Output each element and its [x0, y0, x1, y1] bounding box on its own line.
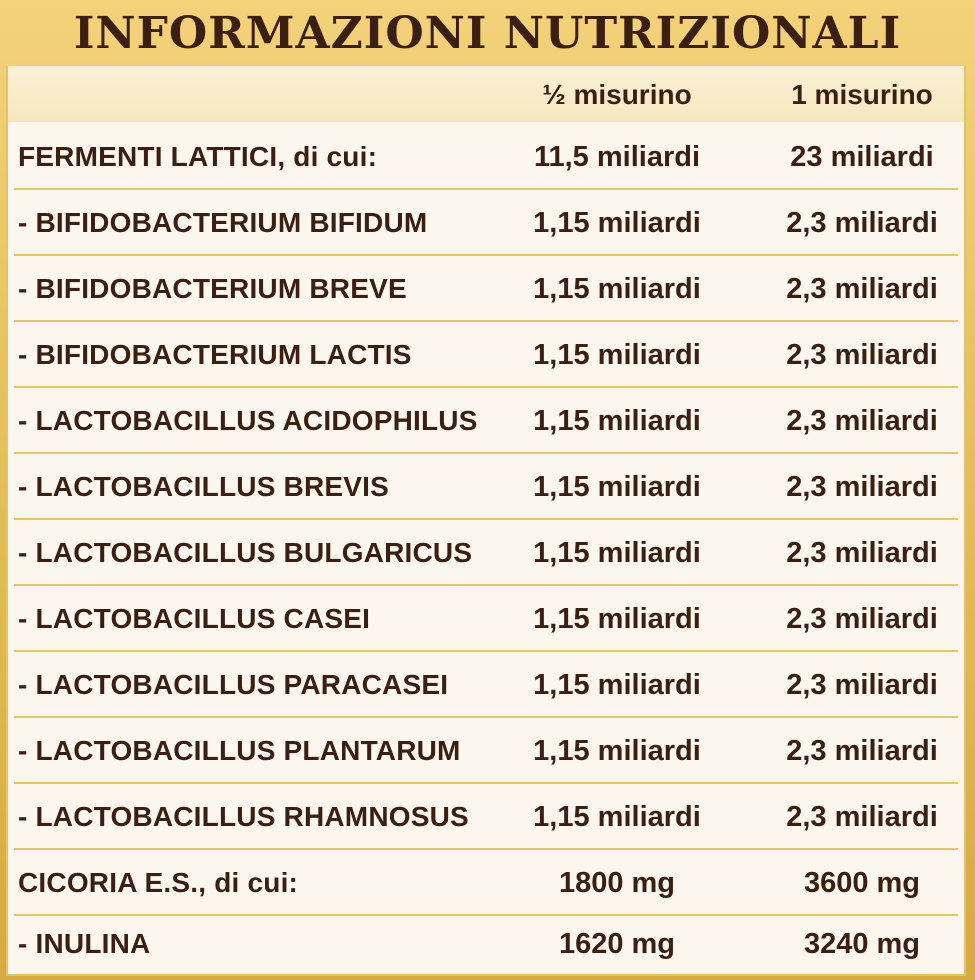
row-value-half: 1800 mg: [558, 867, 676, 899]
table-row: [6, 784, 966, 850]
row-value-full: 2,3 miliardi: [786, 603, 938, 635]
column-header-full-scoop: 1 misurino: [791, 79, 933, 110]
row-value-full: 2,3 miliardi: [786, 339, 938, 371]
row-name: - LACTOBACILLUS BREVIS: [18, 471, 389, 502]
table-row: [6, 454, 966, 520]
table-row: [6, 912, 966, 976]
table-row: [6, 652, 966, 718]
row-value-full: 2,3 miliardi: [786, 669, 938, 701]
row-value-full: 2,3 miliardi: [786, 207, 938, 239]
table-row: [6, 388, 966, 454]
row-value-half: 1,15 miliardi: [533, 405, 701, 437]
row-name: - BIFIDOBACTERIUM BIFIDUM: [18, 207, 428, 238]
row-value-half: 1,15 miliardi: [533, 735, 701, 767]
row-value-full: 23 miliardi: [790, 141, 934, 173]
row-value-full: 2,3 miliardi: [786, 471, 938, 503]
table-row: [6, 520, 966, 586]
row-value-half: 1,15 miliardi: [533, 603, 701, 635]
row-value-half: 1,15 miliardi: [533, 339, 701, 371]
row-name: - BIFIDOBACTERIUM BREVE: [18, 273, 407, 304]
table-row: [6, 718, 966, 784]
table-row: [6, 586, 966, 652]
row-value-half: 1,15 miliardi: [533, 801, 701, 833]
table-row: [6, 190, 966, 256]
row-name: - BIFIDOBACTERIUM LACTIS: [18, 339, 412, 370]
row-value-full: 2,3 miliardi: [786, 735, 938, 767]
row-value-full: 3240 mg: [803, 928, 921, 960]
row-name: - LACTOBACILLUS PARACASEI: [18, 669, 449, 700]
row-name: - LACTOBACILLUS PLANTARUM: [18, 735, 461, 766]
row-name: CICORIA E.S., di cui:: [18, 867, 299, 898]
row-name: - LACTOBACILLUS CASEI: [18, 603, 371, 634]
row-value-full: 2,3 miliardi: [786, 537, 938, 569]
table-row: [6, 850, 966, 916]
row-value-half: 11,5 miliardi: [533, 141, 701, 173]
row-value-full: 2,3 miliardi: [786, 801, 938, 833]
row-name: - LACTOBACILLUS BULGARICUS: [18, 537, 473, 568]
row-name: - LACTOBACILLUS ACIDOPHILUS: [18, 405, 478, 436]
row-value-half: 1,15 miliardi: [533, 273, 701, 305]
column-header-half-scoop: ½ misurino: [542, 79, 692, 110]
row-name: FERMENTI LATTICI, di cui:: [18, 141, 378, 172]
table-row: [6, 322, 966, 388]
row-value-full: 2,3 miliardi: [786, 273, 938, 305]
row-name: - LACTOBACILLUS RHAMNOSUS: [18, 801, 469, 832]
row-value-half: 1620 mg: [558, 928, 676, 960]
row-value-half: 1,15 miliardi: [533, 471, 701, 503]
row-value-half: 1,15 miliardi: [533, 669, 701, 701]
row-value-full: 3600 mg: [803, 867, 921, 899]
row-value-half: 1,15 miliardi: [533, 537, 701, 569]
row-name: - INULINA: [18, 928, 151, 959]
table-title: INFORMAZIONI NUTRIZIONALI: [73, 7, 902, 59]
row-value-half: 1,15 miliardi: [533, 207, 701, 239]
table-row: [6, 124, 966, 190]
row-value-full: 2,3 miliardi: [786, 405, 938, 437]
table-row: [6, 256, 966, 322]
